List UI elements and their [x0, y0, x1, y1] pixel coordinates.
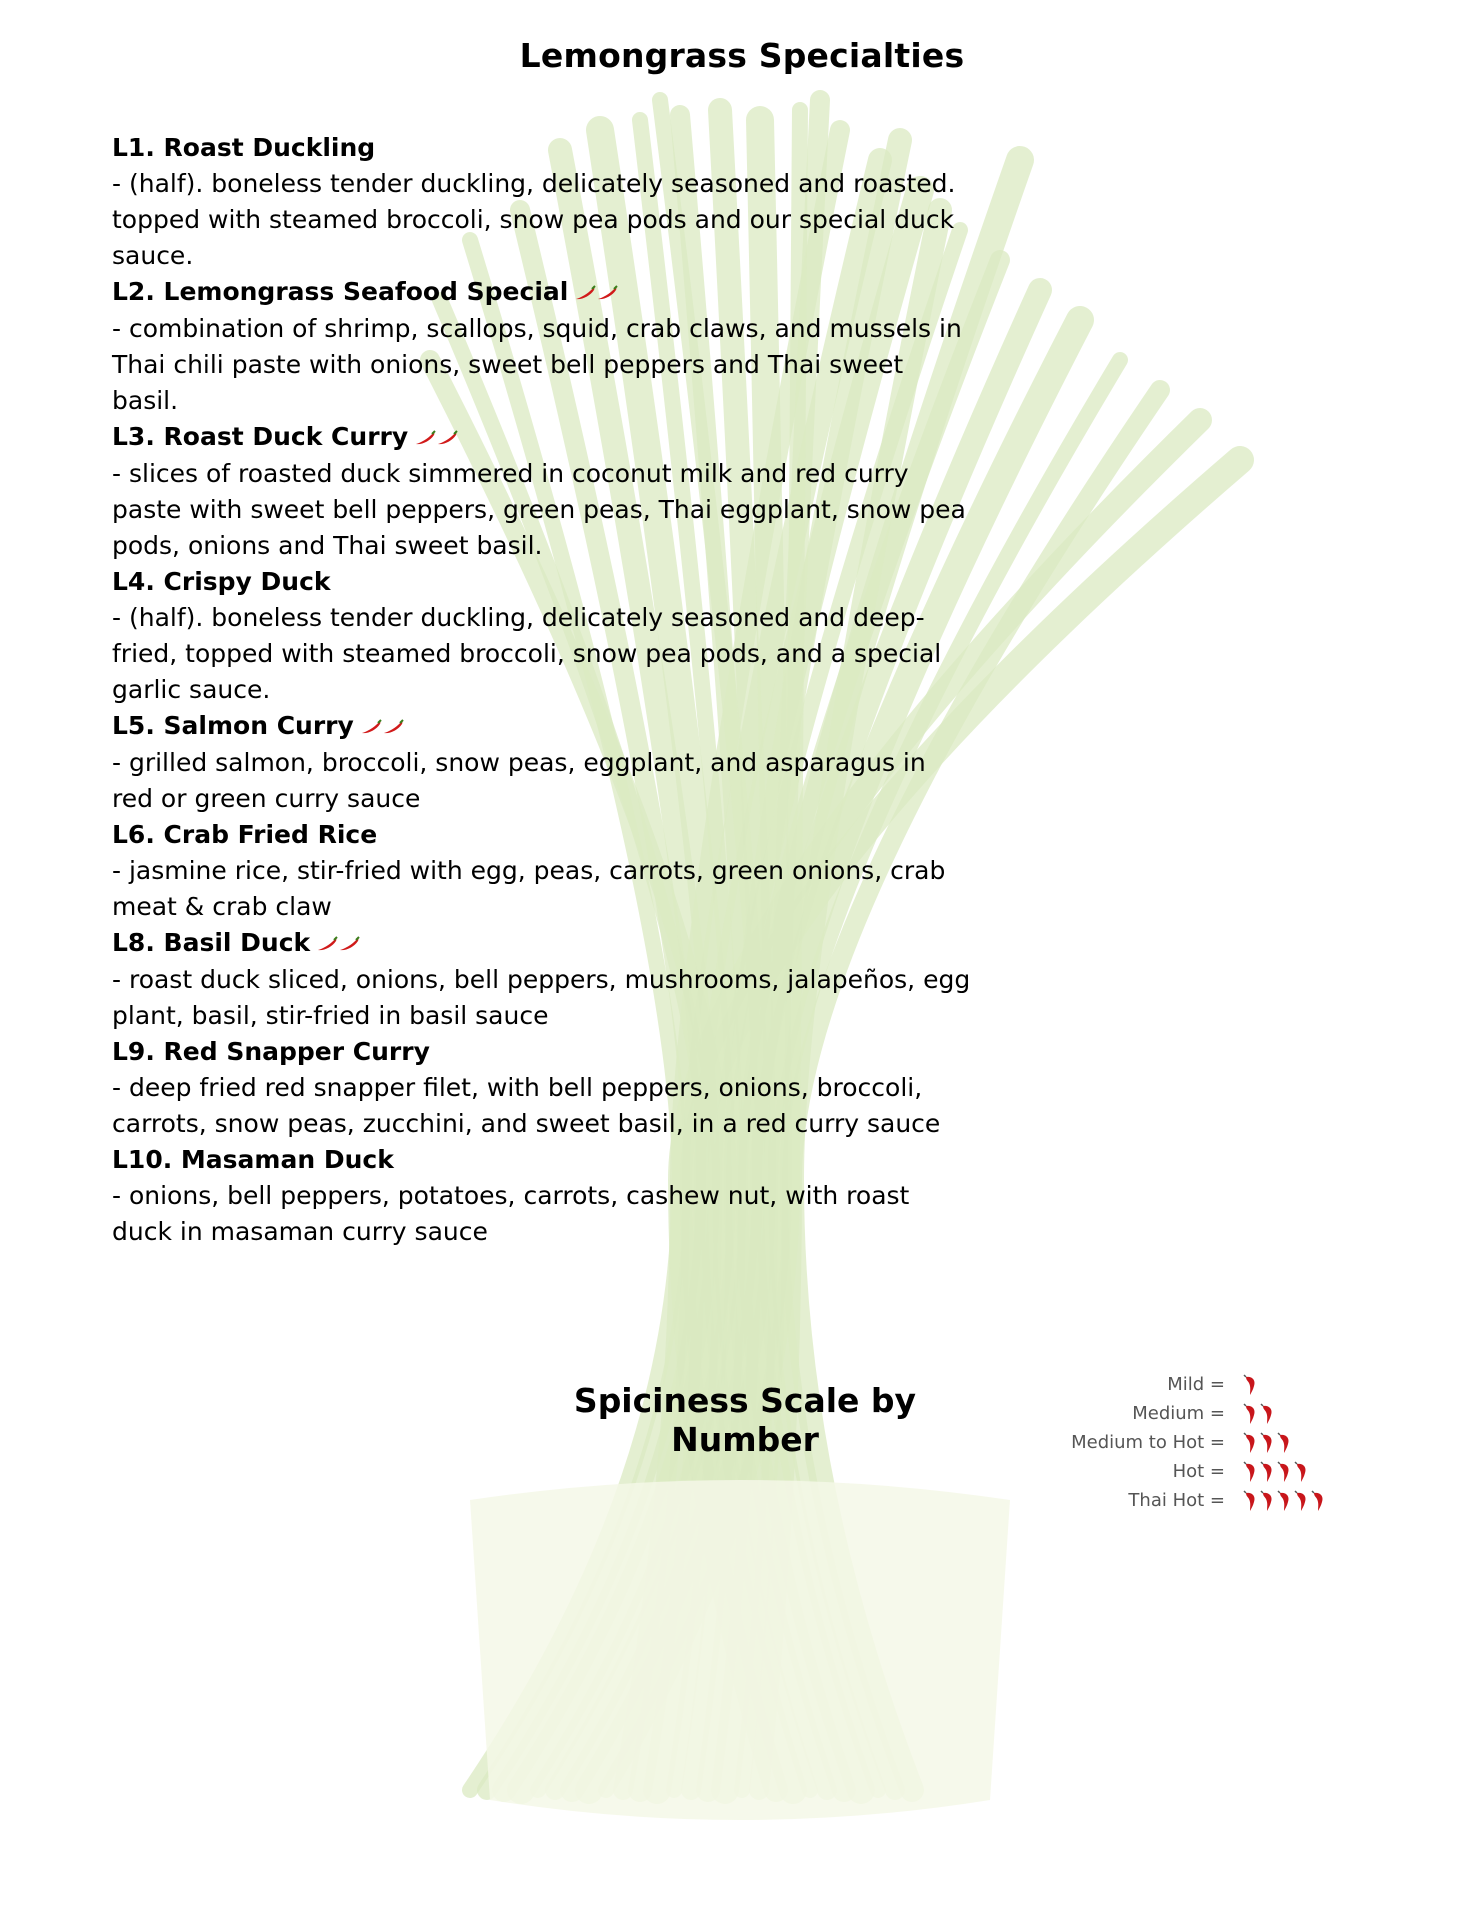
spiciness-level-peppers: [1242, 1432, 1293, 1458]
red-pepper-icon: [1276, 1490, 1292, 1512]
menu-item-name: L8. Basil Duck: [112, 928, 311, 957]
chili-rating: [316, 926, 360, 962]
menu-item-name: L9. Red Snapper Curry: [112, 1037, 430, 1066]
menu-item-title: [112, 1142, 972, 1178]
red-pepper-icon: [1293, 1490, 1309, 1512]
menu-item: [112, 1142, 972, 1250]
spiciness-level-peppers: [1242, 1461, 1310, 1487]
menu-item-description: - onions, bell peppers, potatoes, carrots, cashew nut, with roast duck in masaman curry sauce: [112, 1181, 910, 1246]
menu-item-description: - deep fried red snapper filet, with bell peppers, onions, broccoli, carrots, snow peas, zucchini, and sweet basil, in a red curry sauce: [112, 1073, 941, 1138]
menu-item-name: L4. Crispy Duck: [112, 567, 331, 596]
red-pepper-icon: [1276, 1461, 1292, 1483]
chili-rating: [574, 275, 618, 311]
chili-rating: [414, 420, 458, 456]
menu-item-title: [112, 274, 972, 311]
spiciness-level-label: Medium =: [1132, 1403, 1225, 1424]
red-pepper-icon: [1242, 1403, 1258, 1425]
chili-pepper-icon: [316, 936, 338, 952]
menu-item-description: - slices of roasted duck simmered in coconut milk and red curry paste with sweet bell peppers, green peas, Thai eggplant, snow pea pods, onions and Thai sweet basil.: [112, 459, 966, 560]
menu-item-description: - combination of shrimp, scallops, squid, crab claws, and mussels in Thai chili paste with onions, sweet bell peppers and Thai sweet basil.: [112, 314, 962, 415]
spiciness-level-row: [1020, 1457, 1380, 1486]
menu-item-name: L3. Roast Duck Curry: [112, 422, 409, 451]
menu-item: [112, 564, 972, 708]
chili-pepper-icon: [436, 430, 458, 446]
menu-item-description: - roast duck sliced, onions, bell peppers, mushrooms, jalapeños, egg plant, basil, stir-fried in basil sauce: [112, 965, 971, 1030]
menu-item-description: - (half). boneless tender duckling, delicately seasoned and deep-fried, topped with steamed broccoli, snow pea pods, and a special garlic sauce.: [112, 603, 942, 704]
menu-item: [112, 419, 972, 564]
spiciness-level-label: Mild =: [1167, 1374, 1225, 1395]
chili-pepper-icon: [414, 430, 436, 446]
menu-item: [112, 130, 972, 274]
red-pepper-icon: [1259, 1403, 1275, 1425]
spiciness-level-row: [1020, 1370, 1380, 1399]
red-pepper-icon: [1259, 1432, 1275, 1454]
menu-item: [112, 708, 972, 817]
spiciness-level-row: [1020, 1486, 1380, 1515]
page-title: Lemongrass Specialties: [519, 36, 965, 75]
spiciness-level-peppers: [1242, 1490, 1327, 1516]
menu-item: [112, 925, 972, 1034]
spiciness-level-peppers: [1242, 1374, 1259, 1400]
menu-item-description: - jasmine rice, stir-fried with egg, peas, carrots, green onions, crab meat & crab claw: [112, 856, 946, 921]
chili-pepper-icon: [574, 285, 596, 301]
red-pepper-icon: [1242, 1432, 1258, 1454]
spiciness-legend: [1020, 1370, 1380, 1515]
menu-item-name: L1. Roast Duckling: [112, 133, 376, 162]
menu-item-name: L2. Lemongrass Seafood Special: [112, 277, 569, 306]
chili-pepper-icon: [596, 285, 618, 301]
spiciness-level-peppers: [1242, 1403, 1276, 1429]
spiciness-level-row: [1020, 1428, 1380, 1457]
red-pepper-icon: [1242, 1461, 1258, 1483]
red-pepper-icon: [1242, 1374, 1258, 1396]
menu-item-title: [112, 1034, 972, 1070]
menu-item-title: [112, 419, 972, 456]
red-pepper-icon: [1259, 1490, 1275, 1512]
red-pepper-icon: [1276, 1432, 1292, 1454]
menu-item-title: [112, 564, 972, 600]
spiciness-level-label: Thai Hot =: [1128, 1490, 1225, 1511]
spiciness-level-label: Medium to Hot =: [1071, 1432, 1225, 1453]
menu-item-title: [112, 817, 972, 853]
chili-pepper-icon: [338, 936, 360, 952]
spiciness-level-row: [1020, 1399, 1380, 1428]
red-pepper-icon: [1242, 1490, 1258, 1512]
chili-rating: [360, 709, 404, 745]
spiciness-scale-title: Spiciness Scale by Number: [573, 1381, 917, 1459]
menu-item-name: L5. Salmon Curry: [112, 711, 354, 740]
menu-item-title: [112, 130, 972, 166]
red-pepper-icon: [1310, 1490, 1326, 1512]
chili-pepper-icon: [360, 719, 382, 735]
menu-item: [112, 274, 972, 419]
menu-item: [112, 1034, 972, 1142]
menu-item-title: [112, 708, 972, 745]
menu-item-title: [112, 925, 972, 962]
menu-item-description: - grilled salmon, broccoli, snow peas, eggplant, and asparagus in red or green curry sauce: [112, 748, 926, 813]
chili-pepper-icon: [382, 719, 404, 735]
red-pepper-icon: [1259, 1461, 1275, 1483]
menu-item-description: - (half). boneless tender duckling, delicately seasoned and roasted. topped with steamed broccoli, snow pea pods and our special duck sauce.: [112, 169, 956, 270]
menu-item-name: L6. Crab Fried Rice: [112, 820, 378, 849]
spiciness-level-label: Hot =: [1172, 1461, 1225, 1482]
menu-item-name: L10. Masaman Duck: [112, 1145, 394, 1174]
red-pepper-icon: [1293, 1461, 1309, 1483]
specialties-menu-list: [112, 130, 972, 1250]
menu-item: [112, 817, 972, 925]
